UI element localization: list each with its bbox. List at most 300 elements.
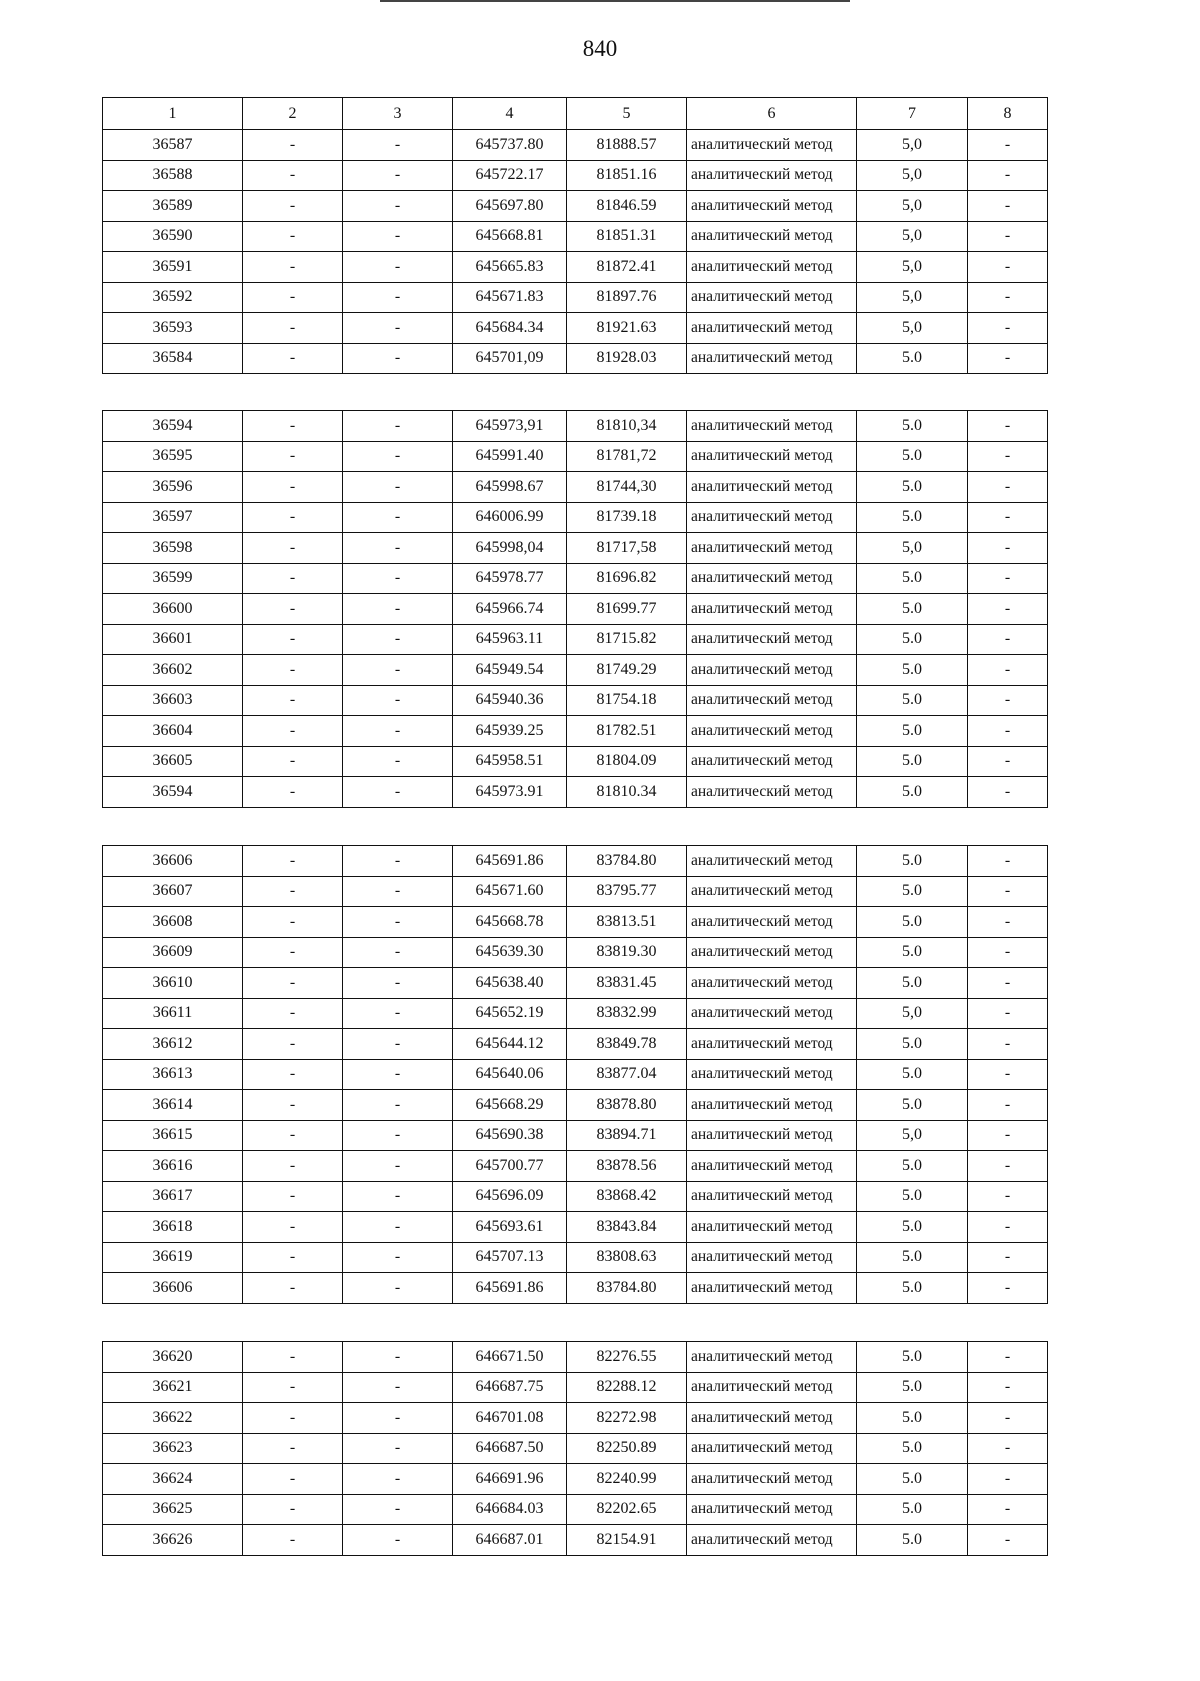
- table-row: [103, 594, 1048, 625]
- cell-col-8: -: [968, 563, 1048, 594]
- cell-col-2: -: [243, 1525, 343, 1556]
- cell-col-3: -: [343, 1273, 453, 1304]
- cell-accuracy: 5.0: [857, 411, 968, 442]
- cell-col-2: -: [243, 130, 343, 161]
- cell-col-8: -: [968, 876, 1048, 907]
- cell-method: аналитический метод: [687, 1181, 857, 1212]
- cell-col-2: -: [243, 343, 343, 374]
- cell-col-3: -: [343, 191, 453, 222]
- cell-point-number: 36606: [103, 1273, 243, 1304]
- table-row: [103, 221, 1048, 252]
- cell-coord-y: 83813.51: [567, 907, 687, 938]
- cell-coord-y: 82154.91: [567, 1525, 687, 1556]
- cell-col-2: -: [243, 1090, 343, 1121]
- cell-coord-x: 645639.30: [453, 937, 567, 968]
- header-cell-5: 5: [567, 98, 687, 130]
- cell-coord-x: 645737.80: [453, 130, 567, 161]
- cell-col-3: -: [343, 876, 453, 907]
- cell-col-3: -: [343, 624, 453, 655]
- cell-method: аналитический метод: [687, 876, 857, 907]
- cell-col-2: -: [243, 1433, 343, 1464]
- cell-method: аналитический метод: [687, 1342, 857, 1373]
- cell-accuracy: 5,0: [857, 221, 968, 252]
- table-row: [103, 472, 1048, 503]
- cell-accuracy: 5.0: [857, 1242, 968, 1273]
- cell-coord-y: 81744,30: [567, 472, 687, 503]
- cell-coord-x: 645722.17: [453, 160, 567, 191]
- cell-coord-x: 646684.03: [453, 1494, 567, 1525]
- cell-coord-y: 81749.29: [567, 655, 687, 686]
- cell-col-8: -: [968, 1151, 1048, 1182]
- cell-col-3: -: [343, 313, 453, 344]
- cell-method: аналитический метод: [687, 282, 857, 313]
- cell-col-3: -: [343, 716, 453, 747]
- cell-point-number: 36607: [103, 876, 243, 907]
- cell-point-number: 36587: [103, 130, 243, 161]
- header-cell-1: 1: [103, 98, 243, 130]
- cell-col-2: -: [243, 937, 343, 968]
- cell-accuracy: 5.0: [857, 655, 968, 686]
- cell-col-8: -: [968, 411, 1048, 442]
- table-row: [103, 282, 1048, 313]
- cell-point-number: 36618: [103, 1212, 243, 1243]
- cell-col-3: -: [343, 252, 453, 283]
- cell-coord-x: 645998.67: [453, 472, 567, 503]
- cell-col-3: -: [343, 594, 453, 625]
- cell-col-8: -: [968, 1464, 1048, 1495]
- table-row: [103, 1403, 1048, 1434]
- cell-point-number: 36612: [103, 1029, 243, 1060]
- cell-col-8: -: [968, 998, 1048, 1029]
- cell-coord-x: 645700.77: [453, 1151, 567, 1182]
- cell-coord-y: 81810,34: [567, 411, 687, 442]
- cell-point-number: 36621: [103, 1372, 243, 1403]
- cell-point-number: 36590: [103, 221, 243, 252]
- cell-col-3: -: [343, 221, 453, 252]
- table-row: [103, 1120, 1048, 1151]
- table-row: [103, 1059, 1048, 1090]
- cell-coord-y: 81897.76: [567, 282, 687, 313]
- cell-col-3: -: [343, 1029, 453, 1060]
- cell-col-2: -: [243, 313, 343, 344]
- cell-coord-x: 645978.77: [453, 563, 567, 594]
- cell-coord-y: 83831.45: [567, 968, 687, 999]
- cell-coord-y: 83843.84: [567, 1212, 687, 1243]
- cell-method: аналитический метод: [687, 1273, 857, 1304]
- cell-col-8: -: [968, 1273, 1048, 1304]
- cell-method: аналитический метод: [687, 1029, 857, 1060]
- table-header-row: [103, 98, 1048, 130]
- cell-accuracy: 5,0: [857, 252, 968, 283]
- cell-coord-y: 81851.31: [567, 221, 687, 252]
- cell-col-8: -: [968, 1059, 1048, 1090]
- table-row: [103, 998, 1048, 1029]
- cell-col-2: -: [243, 716, 343, 747]
- cell-coord-y: 83784.80: [567, 1273, 687, 1304]
- table-row: [103, 876, 1048, 907]
- cell-col-2: -: [243, 221, 343, 252]
- cell-point-number: 36608: [103, 907, 243, 938]
- cell-col-8: -: [968, 1372, 1048, 1403]
- table-row: [103, 1433, 1048, 1464]
- cell-coord-y: 81717,58: [567, 533, 687, 564]
- cell-method: аналитический метод: [687, 1090, 857, 1121]
- cell-accuracy: 5.0: [857, 1372, 968, 1403]
- cell-col-2: -: [243, 594, 343, 625]
- cell-coord-x: 645998,04: [453, 533, 567, 564]
- cell-col-3: -: [343, 343, 453, 374]
- table-row: [103, 1212, 1048, 1243]
- cell-point-number: 36605: [103, 746, 243, 777]
- cell-col-3: -: [343, 130, 453, 161]
- coordinates-table-1: [102, 97, 1048, 374]
- cell-coord-y: 83894.71: [567, 1120, 687, 1151]
- table-row: [103, 252, 1048, 283]
- cell-coord-x: 646671.50: [453, 1342, 567, 1373]
- cell-coord-y: 81851.16: [567, 160, 687, 191]
- cell-coord-x: 645973.91: [453, 777, 567, 808]
- table-row: [103, 655, 1048, 686]
- cell-col-3: -: [343, 1342, 453, 1373]
- cell-col-3: -: [343, 1120, 453, 1151]
- cell-point-number: 36598: [103, 533, 243, 564]
- cell-col-3: -: [343, 1090, 453, 1121]
- cell-col-8: -: [968, 746, 1048, 777]
- cell-col-8: -: [968, 937, 1048, 968]
- cell-method: аналитический метод: [687, 624, 857, 655]
- cell-col-2: -: [243, 1151, 343, 1182]
- cell-accuracy: 5.0: [857, 1273, 968, 1304]
- cell-col-3: -: [343, 998, 453, 1029]
- cell-coord-x: 645966.74: [453, 594, 567, 625]
- coordinates-table-3: [102, 845, 1048, 1304]
- cell-col-3: -: [343, 160, 453, 191]
- cell-col-8: -: [968, 343, 1048, 374]
- cell-coord-x: 646687.75: [453, 1372, 567, 1403]
- cell-col-3: -: [343, 441, 453, 472]
- table-row: [103, 1029, 1048, 1060]
- cell-accuracy: 5.0: [857, 1212, 968, 1243]
- cell-coord-y: 81921.63: [567, 313, 687, 344]
- cell-point-number: 36606: [103, 846, 243, 877]
- cell-col-3: -: [343, 563, 453, 594]
- cell-accuracy: 5.0: [857, 777, 968, 808]
- cell-col-2: -: [243, 876, 343, 907]
- cell-coord-y: 82272.98: [567, 1403, 687, 1434]
- table-row: [103, 1372, 1048, 1403]
- table-row: [103, 1273, 1048, 1304]
- cell-coord-y: 81754.18: [567, 685, 687, 716]
- cell-accuracy: 5.0: [857, 907, 968, 938]
- cell-col-8: -: [968, 221, 1048, 252]
- cell-col-3: -: [343, 1242, 453, 1273]
- cell-accuracy: 5.0: [857, 1525, 968, 1556]
- cell-col-3: -: [343, 472, 453, 503]
- cell-coord-y: 81782.51: [567, 716, 687, 747]
- cell-accuracy: 5.0: [857, 846, 968, 877]
- table-row: [103, 968, 1048, 999]
- cell-col-2: -: [243, 252, 343, 283]
- cell-method: аналитический метод: [687, 685, 857, 716]
- cell-point-number: 36626: [103, 1525, 243, 1556]
- cell-coord-x: 645668.29: [453, 1090, 567, 1121]
- cell-accuracy: 5,0: [857, 998, 968, 1029]
- cell-point-number: 36625: [103, 1494, 243, 1525]
- cell-point-number: 36595: [103, 441, 243, 472]
- cell-accuracy: 5.0: [857, 594, 968, 625]
- cell-method: аналитический метод: [687, 937, 857, 968]
- cell-accuracy: 5,0: [857, 533, 968, 564]
- table-row: [103, 846, 1048, 877]
- cell-accuracy: 5.0: [857, 502, 968, 533]
- table-row: [103, 1151, 1048, 1182]
- cell-coord-y: 81696.82: [567, 563, 687, 594]
- header-cell-2: 2: [243, 98, 343, 130]
- cell-coord-x: 645940.36: [453, 685, 567, 716]
- cell-coord-x: 645939.25: [453, 716, 567, 747]
- cell-point-number: 36611: [103, 998, 243, 1029]
- cell-accuracy: 5.0: [857, 1151, 968, 1182]
- cell-col-8: -: [968, 1090, 1048, 1121]
- cell-coord-x: 645696.09: [453, 1181, 567, 1212]
- cell-coord-x: 645671.83: [453, 282, 567, 313]
- cell-col-8: -: [968, 655, 1048, 686]
- cell-method: аналитический метод: [687, 313, 857, 344]
- cell-coord-x: 646701.08: [453, 1403, 567, 1434]
- cell-col-2: -: [243, 1273, 343, 1304]
- cell-col-8: -: [968, 1342, 1048, 1373]
- cell-col-2: -: [243, 846, 343, 877]
- cell-col-3: -: [343, 907, 453, 938]
- cell-point-number: 36594: [103, 411, 243, 442]
- cell-col-8: -: [968, 1433, 1048, 1464]
- cell-method: аналитический метод: [687, 746, 857, 777]
- cell-method: аналитический метод: [687, 221, 857, 252]
- cell-coord-x: 645691.86: [453, 846, 567, 877]
- cell-coord-y: 83878.56: [567, 1151, 687, 1182]
- cell-col-3: -: [343, 937, 453, 968]
- cell-point-number: 36597: [103, 502, 243, 533]
- cell-accuracy: 5.0: [857, 1464, 968, 1495]
- cell-coord-x: 645665.83: [453, 252, 567, 283]
- table-row: [103, 160, 1048, 191]
- table-row: [103, 907, 1048, 938]
- table-row: [103, 1342, 1048, 1373]
- table-row: [103, 685, 1048, 716]
- cell-coord-y: 81888.57: [567, 130, 687, 161]
- cell-coord-y: 83832.99: [567, 998, 687, 1029]
- cell-col-2: -: [243, 1181, 343, 1212]
- cell-coord-x: 645949.54: [453, 655, 567, 686]
- header-cell-4: 4: [453, 98, 567, 130]
- cell-col-8: -: [968, 846, 1048, 877]
- cell-coord-y: 81699.77: [567, 594, 687, 625]
- cell-accuracy: 5.0: [857, 937, 968, 968]
- cell-col-8: -: [968, 502, 1048, 533]
- cell-method: аналитический метод: [687, 1120, 857, 1151]
- cell-point-number: 36593: [103, 313, 243, 344]
- cell-col-2: -: [243, 655, 343, 686]
- cell-coord-y: 82276.55: [567, 1342, 687, 1373]
- header-cell-7: 7: [857, 98, 968, 130]
- cell-point-number: 36589: [103, 191, 243, 222]
- cell-coord-y: 83849.78: [567, 1029, 687, 1060]
- cell-col-8: -: [968, 1494, 1048, 1525]
- cell-col-3: -: [343, 655, 453, 686]
- table-row: [103, 1494, 1048, 1525]
- cell-col-3: -: [343, 282, 453, 313]
- cell-method: аналитический метод: [687, 1403, 857, 1434]
- cell-accuracy: 5.0: [857, 1090, 968, 1121]
- cell-coord-x: 645690.38: [453, 1120, 567, 1151]
- cell-col-3: -: [343, 1212, 453, 1243]
- cell-col-3: -: [343, 1403, 453, 1434]
- cell-coord-y: 81928.03: [567, 343, 687, 374]
- table-row: [103, 130, 1048, 161]
- cell-point-number: 36594: [103, 777, 243, 808]
- cell-point-number: 36624: [103, 1464, 243, 1495]
- cell-method: аналитический метод: [687, 1494, 857, 1525]
- cell-point-number: 36614: [103, 1090, 243, 1121]
- cell-col-8: -: [968, 1242, 1048, 1273]
- cell-method: аналитический метод: [687, 968, 857, 999]
- cell-coord-y: 83795.77: [567, 876, 687, 907]
- cell-col-2: -: [243, 1372, 343, 1403]
- cell-coord-x: 645668.81: [453, 221, 567, 252]
- cell-col-3: -: [343, 1151, 453, 1182]
- cell-col-8: -: [968, 907, 1048, 938]
- table-row: [103, 441, 1048, 472]
- cell-coord-x: 646691.96: [453, 1464, 567, 1495]
- table-row: [103, 1090, 1048, 1121]
- cell-accuracy: 5.0: [857, 1059, 968, 1090]
- cell-col-2: -: [243, 777, 343, 808]
- cell-col-2: -: [243, 1242, 343, 1273]
- table-row: [103, 624, 1048, 655]
- cell-method: аналитический метод: [687, 777, 857, 808]
- cell-method: аналитический метод: [687, 846, 857, 877]
- cell-accuracy: 5.0: [857, 1494, 968, 1525]
- cell-point-number: 36610: [103, 968, 243, 999]
- cell-col-3: -: [343, 411, 453, 442]
- cell-point-number: 36603: [103, 685, 243, 716]
- cell-point-number: 36602: [103, 655, 243, 686]
- cell-point-number: 36604: [103, 716, 243, 747]
- cell-col-2: -: [243, 1212, 343, 1243]
- cell-col-3: -: [343, 1059, 453, 1090]
- cell-method: аналитический метод: [687, 1464, 857, 1495]
- cell-method: аналитический метод: [687, 1059, 857, 1090]
- cell-coord-x: 645671.60: [453, 876, 567, 907]
- cell-col-3: -: [343, 1494, 453, 1525]
- table-row: [103, 533, 1048, 564]
- cell-col-2: -: [243, 1403, 343, 1434]
- cell-point-number: 36584: [103, 343, 243, 374]
- coordinates-table-4: [102, 1341, 1048, 1556]
- cell-coord-x: 645644.12: [453, 1029, 567, 1060]
- cell-accuracy: 5.0: [857, 716, 968, 747]
- cell-coord-y: 81739.18: [567, 502, 687, 533]
- cell-col-8: -: [968, 472, 1048, 503]
- cell-coord-y: 83868.42: [567, 1181, 687, 1212]
- cell-coord-y: 81846.59: [567, 191, 687, 222]
- cell-coord-y: 82202.65: [567, 1494, 687, 1525]
- cell-method: аналитический метод: [687, 130, 857, 161]
- coordinates-table-2: [102, 410, 1048, 808]
- cell-col-2: -: [243, 191, 343, 222]
- cell-accuracy: 5,0: [857, 282, 968, 313]
- cell-coord-x: 646006.99: [453, 502, 567, 533]
- cell-point-number: 36619: [103, 1242, 243, 1273]
- cell-col-8: -: [968, 252, 1048, 283]
- cell-point-number: 36622: [103, 1403, 243, 1434]
- cell-coord-x: 645693.61: [453, 1212, 567, 1243]
- cell-col-8: -: [968, 968, 1048, 999]
- cell-col-2: -: [243, 968, 343, 999]
- cell-point-number: 36609: [103, 937, 243, 968]
- cell-col-2: -: [243, 1342, 343, 1373]
- cell-col-8: -: [968, 716, 1048, 747]
- cell-method: аналитический метод: [687, 343, 857, 374]
- cell-coord-x: 645991.40: [453, 441, 567, 472]
- cell-point-number: 36591: [103, 252, 243, 283]
- table-row: [103, 502, 1048, 533]
- cell-coord-y: 83808.63: [567, 1242, 687, 1273]
- cell-coord-y: 83819.30: [567, 937, 687, 968]
- cell-coord-x: 645958.51: [453, 746, 567, 777]
- cell-coord-x: 645707.13: [453, 1242, 567, 1273]
- cell-coord-y: 82288.12: [567, 1372, 687, 1403]
- scan-top-rule: [380, 0, 850, 2]
- cell-col-8: -: [968, 282, 1048, 313]
- header-cell-8: 8: [968, 98, 1048, 130]
- cell-coord-y: 83878.80: [567, 1090, 687, 1121]
- table-row: [103, 1242, 1048, 1273]
- table-row: [103, 411, 1048, 442]
- cell-accuracy: 5.0: [857, 968, 968, 999]
- cell-coord-x: 645684.34: [453, 313, 567, 344]
- cell-coord-y: 81781,72: [567, 441, 687, 472]
- cell-coord-y: 82240.99: [567, 1464, 687, 1495]
- table-row: [103, 563, 1048, 594]
- cell-col-2: -: [243, 411, 343, 442]
- cell-coord-y: 81810.34: [567, 777, 687, 808]
- cell-coord-y: 83877.04: [567, 1059, 687, 1090]
- cell-col-3: -: [343, 1525, 453, 1556]
- cell-col-2: -: [243, 998, 343, 1029]
- cell-coord-y: 81872.41: [567, 252, 687, 283]
- cell-col-3: -: [343, 685, 453, 716]
- cell-method: аналитический метод: [687, 411, 857, 442]
- cell-point-number: 36596: [103, 472, 243, 503]
- cell-coord-x: 645638.40: [453, 968, 567, 999]
- cell-col-2: -: [243, 441, 343, 472]
- cell-point-number: 36617: [103, 1181, 243, 1212]
- cell-coord-x: 645697.80: [453, 191, 567, 222]
- cell-method: аналитический метод: [687, 191, 857, 222]
- cell-col-8: -: [968, 1403, 1048, 1434]
- cell-method: аналитический метод: [687, 502, 857, 533]
- cell-col-2: -: [243, 160, 343, 191]
- cell-col-2: -: [243, 563, 343, 594]
- cell-point-number: 36615: [103, 1120, 243, 1151]
- cell-col-8: -: [968, 533, 1048, 564]
- cell-col-2: -: [243, 1059, 343, 1090]
- cell-col-2: -: [243, 624, 343, 655]
- header-cell-3: 3: [343, 98, 453, 130]
- cell-method: аналитический метод: [687, 563, 857, 594]
- cell-point-number: 36613: [103, 1059, 243, 1090]
